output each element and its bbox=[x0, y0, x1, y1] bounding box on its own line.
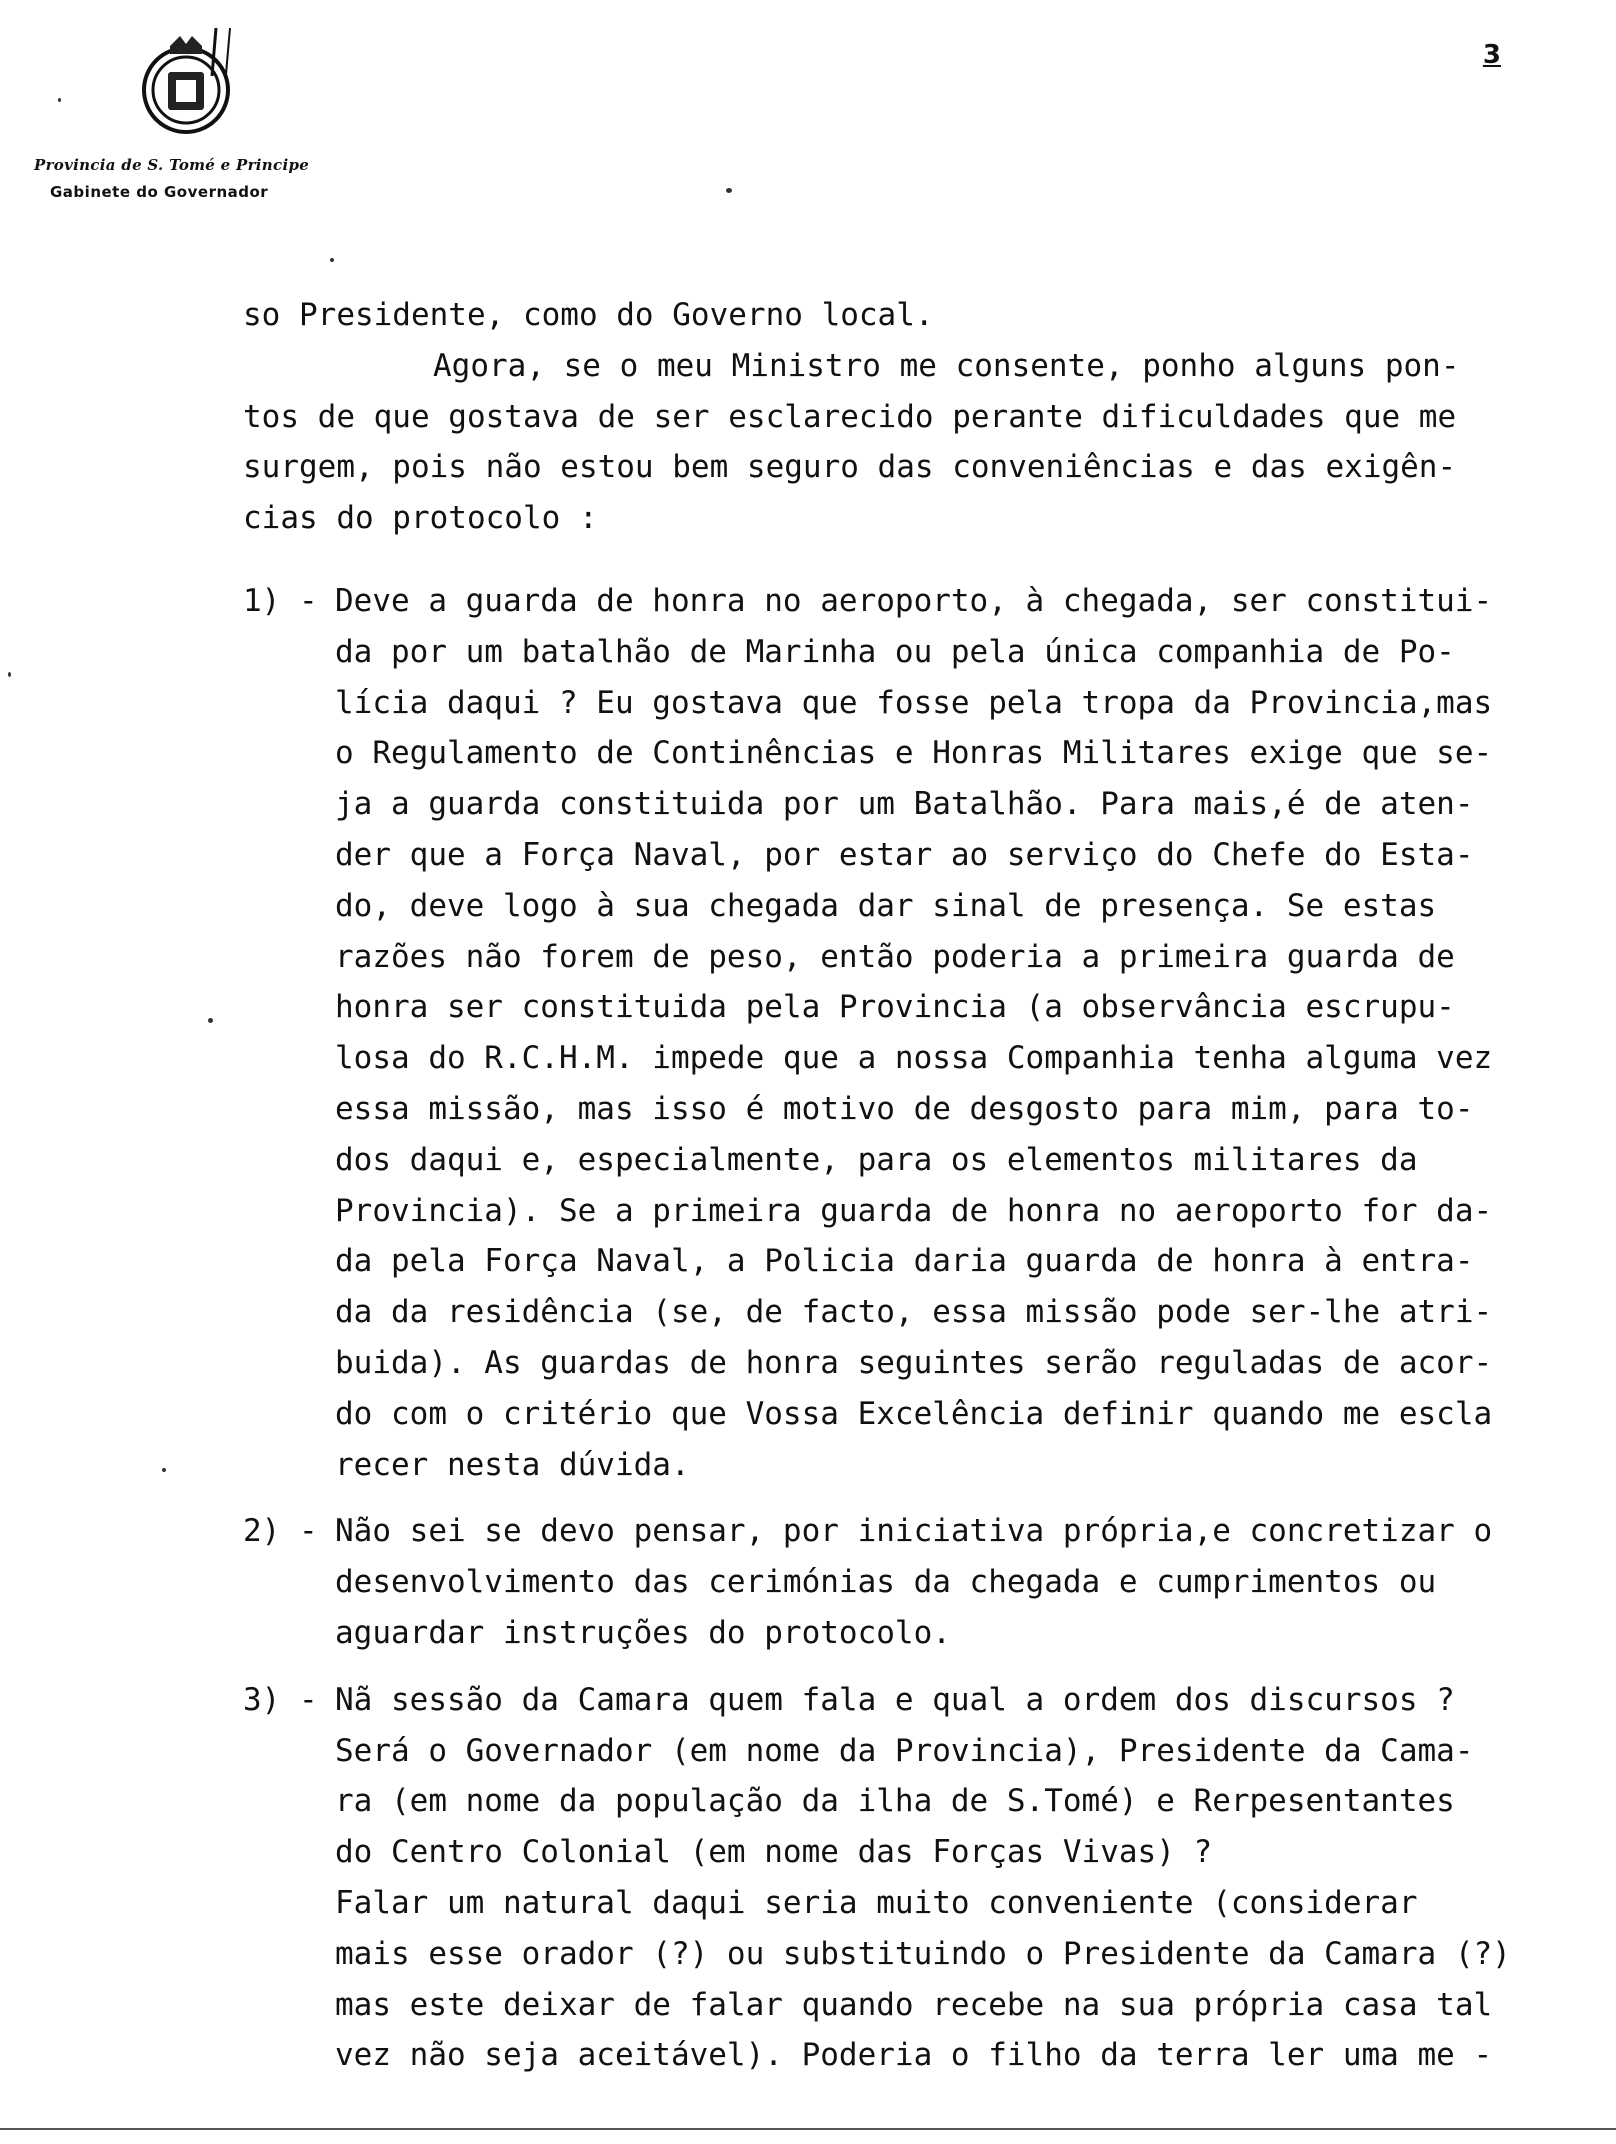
numbered-point-1 bbox=[243, 576, 1573, 1490]
point-number: 1) - bbox=[243, 582, 318, 619]
letterhead-office: Gabinete do Governador bbox=[50, 183, 269, 201]
text-line: mas este deixar de falar quando recebe na sua própria casa tal bbox=[335, 1986, 1493, 2023]
text-line: do com o critério que Vossa Excelência definir quando me escla bbox=[335, 1395, 1493, 1432]
text-line: losa do R.C.H.M. impede que a nossa Companhia tenha alguma vez bbox=[335, 1040, 1493, 1077]
text-line: do, deve logo à sua chegada dar sinal de presença. Se estas bbox=[335, 887, 1437, 924]
text-line: dos daqui e, especialmente, para os elementos militares da bbox=[335, 1141, 1418, 1178]
text-line: lícia daqui ? Eu gostava que fosse pela tropa da Provincia,mas bbox=[335, 684, 1493, 721]
coat-of-arms-seal bbox=[130, 28, 242, 140]
text-line: razões não forem de peso, então poderia a primeira guarda de bbox=[335, 938, 1455, 975]
text-line: aguardar instruções do protocolo. bbox=[335, 1614, 951, 1651]
text-line: vez não seja aceitável). Poderia o filho da terra ler uma me - bbox=[335, 2037, 1493, 2074]
text-line: Nã sessão da Camara quem fala e qual a ordem dos discursos ? bbox=[335, 1681, 1455, 1718]
text-line: mais esse orador (?) ou substituindo o Presidente da Camara (?) bbox=[335, 1935, 1511, 1972]
text-line: tos de que gostava de ser esclarecido perante dificuldades que me bbox=[243, 398, 1457, 435]
letterhead-province: Provincia de S. Tomé e Principe bbox=[34, 156, 310, 174]
letter-body bbox=[243, 290, 1573, 2081]
text-line: desenvolvimento das cerimónias da chegada e cumprimentos ou bbox=[335, 1564, 1437, 1601]
text-line: da por um batalhão de Marinha ou pela única companhia de Po- bbox=[335, 633, 1455, 670]
text-line: honra ser constituida pela Provincia (a observância escrupu- bbox=[335, 989, 1455, 1026]
text-line: so Presidente, como do Governo local. bbox=[243, 297, 934, 333]
text-line: ra (em nome da população da ilha de S.Tomé) e Rerpesentantes bbox=[335, 1783, 1455, 1820]
text-line: essa missão, mas isso é motivo de desgosto para mim, para to- bbox=[335, 1090, 1474, 1127]
intro-paragraph bbox=[243, 290, 1573, 544]
text-line: Será o Governador (em nome da Provincia), Presidente da Cama- bbox=[335, 1732, 1474, 1769]
point-number: 2) - bbox=[243, 1513, 318, 1550]
page-number: 3 bbox=[1482, 40, 1501, 70]
point-number: 3) - bbox=[243, 1681, 318, 1718]
text-line: Deve a guarda de honra no aeroporto, à chegada, ser constitui- bbox=[335, 582, 1493, 619]
text-line: o Regulamento de Continências e Honras Militares exige que se- bbox=[335, 735, 1493, 772]
text-line: Provincia). Se a primeira guarda de honra no aeroporto for da- bbox=[335, 1192, 1493, 1229]
text-line: da da residência (se, de facto, essa missão pode ser-lhe atri- bbox=[335, 1294, 1493, 1331]
text-line: cias do protocolo : bbox=[243, 500, 598, 537]
text-line: der que a Força Naval, por estar ao serviço do Chefe do Esta- bbox=[335, 836, 1474, 873]
numbered-point-3 bbox=[243, 1675, 1573, 2081]
bottom-edge-rule bbox=[0, 2128, 1616, 2130]
text-line: Falar um natural daqui seria muito conveniente (considerar bbox=[335, 1884, 1418, 1921]
numbered-point-2 bbox=[243, 1506, 1573, 1658]
text-line: Agora, se o meu Ministro me consente, ponho alguns pon- bbox=[433, 347, 1460, 384]
text-line: buida). As guardas de honra seguintes serão reguladas de acor- bbox=[335, 1344, 1493, 1381]
text-line: do Centro Colonial (em nome das Forças Vivas) ? bbox=[335, 1834, 1213, 1871]
text-line: da pela Força Naval, a Policia daria guarda de honra à entra- bbox=[335, 1243, 1474, 1280]
text-line: Não sei se devo pensar, por iniciativa própria,e concretizar o bbox=[335, 1513, 1493, 1550]
text-line: ja a guarda constituida por um Batalhão. Para mais,é de aten- bbox=[335, 786, 1474, 823]
text-line: recer nesta dúvida. bbox=[335, 1446, 690, 1483]
text-line: surgem, pois não estou bem seguro das conveniências e das exigên- bbox=[243, 449, 1457, 486]
